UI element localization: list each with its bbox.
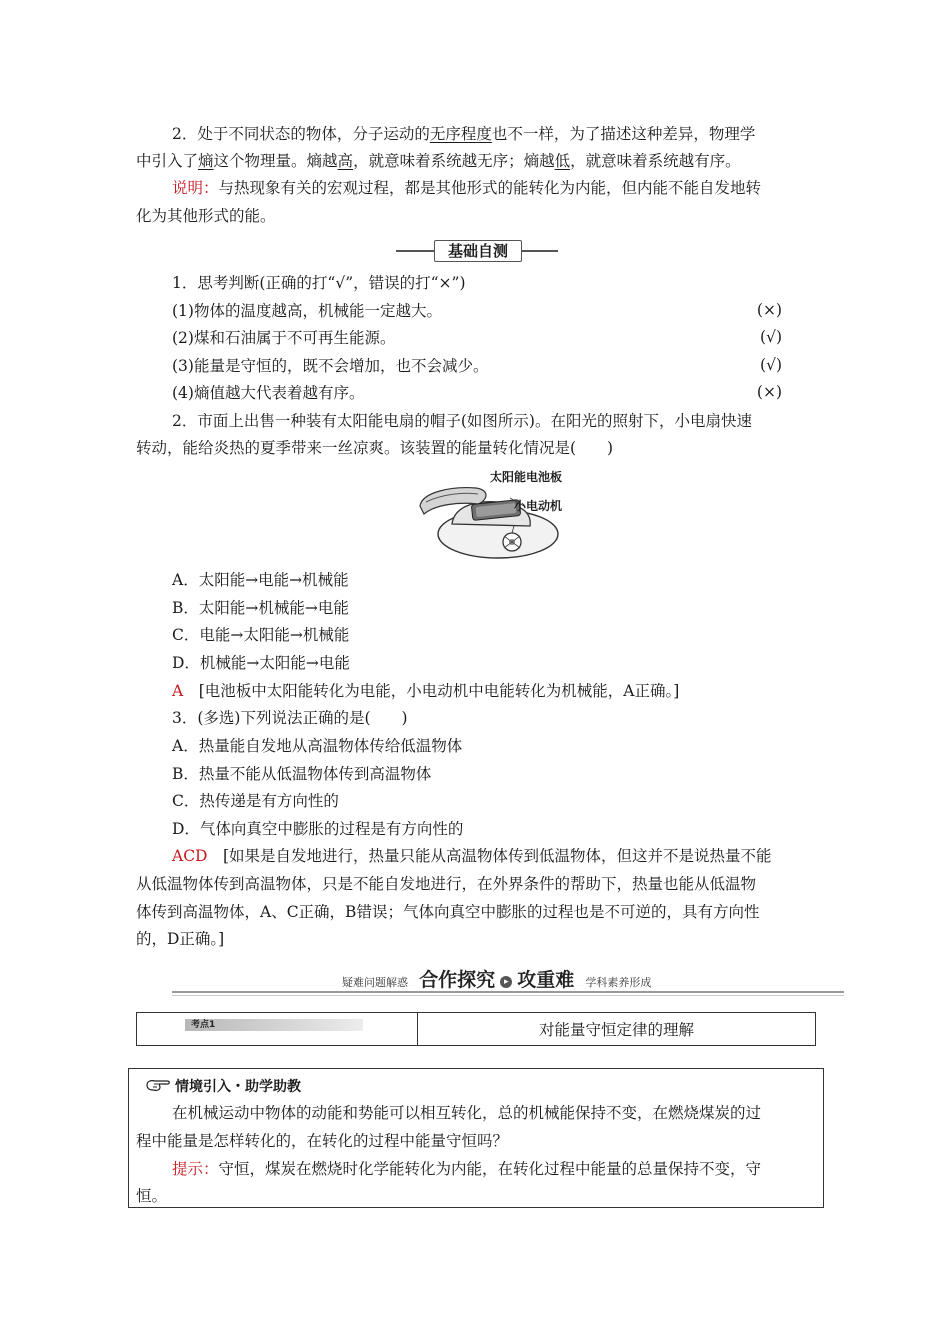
figure-label-motor: 小电动机	[514, 499, 563, 513]
q3-answer: ACD	[172, 847, 208, 865]
underlined-term: 高	[337, 152, 354, 170]
underlined-term: 熵	[198, 152, 214, 170]
section-banner	[396, 240, 558, 262]
q2-option: B．太阳能→机械能→电能	[172, 599, 349, 617]
q2-option: D．机械能→太阳能→电能	[172, 654, 350, 672]
topic-title: 对能量守恒定律的理解	[538, 1021, 694, 1039]
q3-stem: 3．(多选)下列说法正确的是( )	[172, 709, 408, 727]
q3-option: A．热量能自发地从高温物体传给低温物体	[172, 737, 463, 755]
intro-line-1: 2．处于不同状态的物体，分子运动的无序程度也不一样，为了描述这种差异，物理学	[172, 125, 756, 143]
section-right-caption: 学科素养形成	[585, 976, 652, 989]
q2-option: C．电能→太阳能→机械能	[172, 626, 350, 644]
note-line-1: 说明：与热现象有关的宏观过程，都是其他形式的能转化为内能，但内能不能自发地转	[172, 179, 762, 197]
q1-item: (1)物体的温度越高，机械能一定越大。	[172, 302, 442, 320]
scenario-line-1: 在机械运动中物体的动能和势能可以相互转化，总的机械能保持不变，在燃烧煤炭的过	[172, 1104, 762, 1122]
q2-answer-line: A [电池板中太阳能转化为电能，小电动机中电能转化为机械能，A正确。]	[172, 682, 680, 700]
pointing-hand-icon	[145, 1077, 171, 1093]
arrow-bullet-icon: ▸	[500, 976, 512, 988]
q3-option: B．热量不能从低温物体传到高温物体	[172, 765, 432, 783]
section-header	[172, 965, 844, 997]
topic-table	[136, 1012, 816, 1046]
scenario-line-2: 程中能量是怎样转化的，在转化的过程中能量守恒吗？	[136, 1132, 509, 1150]
scenario-hint-line-2: 恒。	[136, 1187, 168, 1205]
underlined-term: 低	[554, 152, 571, 170]
hint-label: 提示：	[172, 1160, 219, 1178]
note-line-2: 化为其他形式的能。	[136, 207, 276, 225]
q2-stem-line-2: 转动，能给炎热的夏季带来一丝凉爽。该装置的能量转化情况是( )	[136, 439, 614, 457]
scenario-heading: 情境引入・助学助教	[175, 1079, 301, 1095]
q3-option: C．热传递是有方向性的	[172, 792, 339, 810]
q2-answer: A	[172, 682, 184, 700]
q1-item: (4)熵值越大代表着越有序。	[172, 384, 365, 402]
q1-mark: (√)	[760, 356, 782, 374]
q3-expl-line: 的，D正确。]	[136, 930, 225, 948]
q1-item: (2)煤和石油属于不可再生能源。	[172, 329, 396, 347]
section-left-caption: 疑难问题解惑	[342, 976, 408, 989]
underlined-term: 无序程度	[429, 125, 492, 143]
q1-mark: (×)	[756, 301, 782, 319]
topic-tag: 考点1	[185, 1019, 363, 1031]
q2-option: A．太阳能→电能→机械能	[172, 571, 349, 589]
section-title-2: 攻重难	[517, 969, 575, 991]
figure-label-panel: 太阳能电池板	[490, 470, 563, 484]
q1-mark: (√)	[760, 328, 782, 346]
scenario-hint-line-1: 提示：守恒，煤炭在燃烧时化学能转化为内能，在转化过程中能量的总量保持不变，守	[172, 1160, 762, 1178]
intro-line-2: 中引入了熵这个物理量。熵越高，就意味着系统越无序；熵越低，就意味着系统越有序。	[136, 152, 741, 170]
q3-answer-line: ACD [如果是自发地进行，热量只能从高温物体传到低温物体，但这并不是说热量不能	[172, 847, 772, 865]
q1-mark: (×)	[756, 383, 782, 401]
section-title-1: 合作探究	[419, 969, 496, 991]
banner-label: 基础自测	[434, 240, 522, 262]
q1-item: (3)能量是守恒的，既不会增加，也不会减少。	[172, 357, 489, 375]
q2-stem-line-1: 2．市面上出售一种装有太阳能电扇的帽子(如图所示)。在阳光的照射下，小电扇快速	[172, 412, 752, 430]
q3-expl-line: 体传到高温物体，A、C正确，B错误；气体向真空中膨胀的过程也是不可逆的，具有方向性	[136, 903, 760, 921]
q1-stem: 1．思考判断(正确的打“√”，错误的打“×”)	[172, 274, 466, 292]
q3-expl-line: 从低温物体传到高温物体，只是不能自发地进行，在外界条件的帮助下，热量也能从低温物	[136, 875, 757, 893]
q3-option: D．气体向真空中膨胀的过程是有方向性的	[172, 820, 464, 838]
note-label: 说明：	[172, 179, 219, 197]
